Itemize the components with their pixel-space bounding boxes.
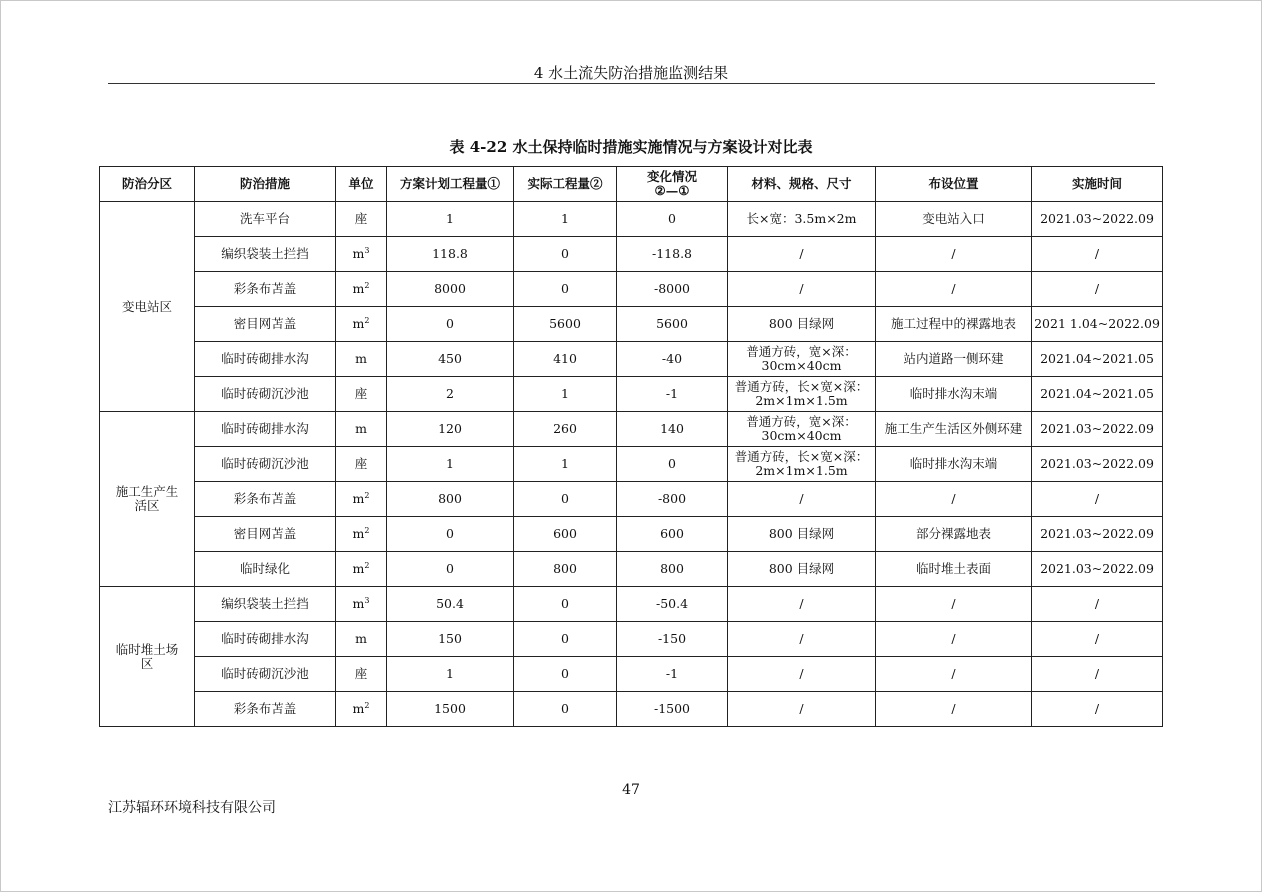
cell-location: 站内道路一侧环建 — [876, 342, 1032, 377]
cell-material: 普通方砖，宽×深：30cm×40cm — [728, 342, 876, 377]
cell-plan: 50.4 — [387, 587, 514, 622]
table-header-row — [100, 167, 1163, 202]
cell-material: 800 目绿网 — [728, 552, 876, 587]
cell-material: 普通方砖，长×宽×深：2m×1m×1.5m — [728, 447, 876, 482]
cell-plan: 1 — [387, 447, 514, 482]
cell-time: / — [1032, 272, 1163, 307]
col-header-change-line2: ②—① — [654, 183, 690, 198]
company-name: 江苏辐环环境科技有限公司 — [108, 800, 276, 816]
table-row — [100, 657, 1163, 692]
cell-unit — [336, 587, 387, 622]
cell-material: 普通方砖，长×宽×深：2m×1m×1.5m — [728, 377, 876, 412]
unit-base: m — [352, 596, 365, 611]
cell-location: / — [876, 622, 1032, 657]
cell-location: / — [876, 692, 1032, 727]
cell-plan: 0 — [387, 307, 514, 342]
table-row — [100, 622, 1163, 657]
col-header-location: 布设位置 — [876, 167, 1032, 202]
unit-exponent: 3 — [364, 595, 370, 605]
cell-measure: 彩条布苫盖 — [195, 272, 336, 307]
cell-time: 2021.04~2021.05 — [1032, 377, 1163, 412]
cell-unit — [336, 482, 387, 517]
cell-time: / — [1032, 482, 1163, 517]
cell-plan: 2 — [387, 377, 514, 412]
cell-measure: 编织袋装土拦挡 — [195, 237, 336, 272]
cell-plan: 0 — [387, 517, 514, 552]
page-number: 47 — [622, 782, 640, 798]
cell-plan: 150 — [387, 622, 514, 657]
cell-time: / — [1032, 587, 1163, 622]
cell-measure: 编织袋装土拦挡 — [195, 587, 336, 622]
cell-actual: 0 — [514, 657, 617, 692]
cell-change: 600 — [617, 517, 728, 552]
cell-measure: 临时砖砌沉沙池 — [195, 657, 336, 692]
unit-exponent: 2 — [364, 490, 370, 500]
cell-actual: 0 — [514, 587, 617, 622]
table-row — [100, 237, 1163, 272]
col-header-unit: 单位 — [336, 167, 387, 202]
cell-time: / — [1032, 657, 1163, 692]
cell-location: / — [876, 272, 1032, 307]
cell-change: -1 — [617, 657, 728, 692]
cell-unit — [336, 517, 387, 552]
cell-measure: 密目网苫盖 — [195, 307, 336, 342]
unit-exponent: 2 — [364, 315, 370, 325]
cell-measure: 临时砖砌沉沙池 — [195, 377, 336, 412]
table-row — [100, 552, 1163, 587]
unit-base: m — [355, 631, 367, 646]
cell-change: 800 — [617, 552, 728, 587]
col-header-actual: 实际工程量② — [514, 167, 617, 202]
cell-location: 变电站入口 — [876, 202, 1032, 237]
table-row — [100, 202, 1163, 237]
cell-unit — [336, 692, 387, 727]
col-header-plan: 方案计划工程量① — [387, 167, 514, 202]
table-row — [100, 692, 1163, 727]
cell-actual: 410 — [514, 342, 617, 377]
unit-base: m — [355, 421, 367, 436]
table-row — [100, 482, 1163, 517]
col-header-change-line1: 变化情况 — [646, 169, 697, 184]
cell-plan: 1500 — [387, 692, 514, 727]
comparison-table — [99, 166, 1163, 727]
cell-time: 2021.03~2022.09 — [1032, 552, 1163, 587]
cell-actual: 0 — [514, 272, 617, 307]
cell-unit — [336, 307, 387, 342]
cell-location: / — [876, 657, 1032, 692]
cell-change: -40 — [617, 342, 728, 377]
cell-time: 2021.04~2021.05 — [1032, 342, 1163, 377]
cell-material: / — [728, 622, 876, 657]
cell-time: 2021.03~2022.09 — [1032, 447, 1163, 482]
cell-measure: 密目网苫盖 — [195, 517, 336, 552]
unit-base: m — [352, 281, 365, 296]
cell-actual: 260 — [514, 412, 617, 447]
cell-time: 2021 1.04~2022.09 — [1032, 307, 1163, 342]
cell-material: 800 目绿网 — [728, 517, 876, 552]
cell-plan: 1 — [387, 657, 514, 692]
cell-time: 2021.03~2022.09 — [1032, 517, 1163, 552]
cell-change: -8000 — [617, 272, 728, 307]
running-header: 4 水土流失防治措施监测结果 — [533, 64, 729, 82]
cell-actual: 0 — [514, 622, 617, 657]
unit-base: m — [352, 316, 365, 331]
cell-actual: 0 — [514, 237, 617, 272]
cell-location: 施工生产生活区外侧环建 — [876, 412, 1032, 447]
cell-measure: 彩条布苫盖 — [195, 692, 336, 727]
table-row — [100, 412, 1163, 447]
table-row — [100, 377, 1163, 412]
cell-change: -1 — [617, 377, 728, 412]
table-body — [100, 202, 1163, 727]
unit-base: 座 — [354, 666, 368, 681]
cell-actual: 1 — [514, 377, 617, 412]
cell-measure: 临时砖砌排水沟 — [195, 342, 336, 377]
col-header-change — [617, 167, 728, 202]
cell-actual: 5600 — [514, 307, 617, 342]
cell-unit — [336, 237, 387, 272]
cell-actual: 1 — [514, 202, 617, 237]
cell-time: 2021.03~2022.09 — [1032, 202, 1163, 237]
cell-zone: 临时堆土场区 — [100, 587, 195, 727]
cell-location: 临时排水沟末端 — [876, 377, 1032, 412]
cell-location: / — [876, 482, 1032, 517]
cell-measure: 临时砖砌沉沙池 — [195, 447, 336, 482]
unit-base: 座 — [354, 386, 368, 401]
cell-time: / — [1032, 237, 1163, 272]
table-row — [100, 307, 1163, 342]
cell-location: / — [876, 587, 1032, 622]
cell-change: -800 — [617, 482, 728, 517]
cell-actual: 1 — [514, 447, 617, 482]
cell-actual: 0 — [514, 482, 617, 517]
cell-location: 部分裸露地表 — [876, 517, 1032, 552]
cell-zone: 施工生产生活区 — [100, 412, 195, 587]
unit-base: m — [352, 526, 365, 541]
table-row — [100, 447, 1163, 482]
cell-unit — [336, 202, 387, 237]
cell-time: 2021.03~2022.09 — [1032, 412, 1163, 447]
unit-exponent: 2 — [364, 525, 370, 535]
cell-material: / — [728, 237, 876, 272]
cell-material: / — [728, 272, 876, 307]
cell-measure: 彩条布苫盖 — [195, 482, 336, 517]
cell-unit — [336, 272, 387, 307]
cell-change: 0 — [617, 447, 728, 482]
unit-base: 座 — [354, 456, 368, 471]
cell-plan: 118.8 — [387, 237, 514, 272]
unit-base: m — [352, 701, 365, 716]
cell-material: / — [728, 482, 876, 517]
cell-plan: 8000 — [387, 272, 514, 307]
cell-material: / — [728, 657, 876, 692]
col-header-zone: 防治分区 — [100, 167, 195, 202]
col-header-material: 材料、规格、尺寸 — [728, 167, 876, 202]
unit-base: m — [352, 561, 365, 576]
cell-material: 800 目绿网 — [728, 307, 876, 342]
table-caption: 表 4-22 水土保持临时措施实施情况与方案设计对比表 — [449, 138, 813, 156]
cell-location: 临时排水沟末端 — [876, 447, 1032, 482]
cell-zone: 变电站区 — [100, 202, 195, 412]
cell-material: / — [728, 587, 876, 622]
cell-measure: 洗车平台 — [195, 202, 336, 237]
cell-plan: 1 — [387, 202, 514, 237]
unit-exponent: 2 — [364, 700, 370, 710]
cell-change: -150 — [617, 622, 728, 657]
cell-measure: 临时绿化 — [195, 552, 336, 587]
cell-plan: 120 — [387, 412, 514, 447]
cell-material: 长×宽：3.5m×2m — [728, 202, 876, 237]
unit-base: m — [355, 351, 367, 366]
cell-actual: 600 — [514, 517, 617, 552]
cell-location: 临时堆土表面 — [876, 552, 1032, 587]
cell-time: / — [1032, 622, 1163, 657]
cell-actual: 0 — [514, 692, 617, 727]
cell-plan: 0 — [387, 552, 514, 587]
table-row — [100, 342, 1163, 377]
cell-unit — [336, 447, 387, 482]
table-row — [100, 587, 1163, 622]
unit-base: m — [352, 491, 365, 506]
col-header-measure: 防治措施 — [195, 167, 336, 202]
table-row — [100, 517, 1163, 552]
cell-material: / — [728, 692, 876, 727]
cell-change: -1500 — [617, 692, 728, 727]
cell-measure: 临时砖砌排水沟 — [195, 622, 336, 657]
cell-unit — [336, 412, 387, 447]
cell-unit — [336, 657, 387, 692]
cell-plan: 800 — [387, 482, 514, 517]
cell-actual: 800 — [514, 552, 617, 587]
cell-plan: 450 — [387, 342, 514, 377]
cell-unit — [336, 377, 387, 412]
cell-change: -118.8 — [617, 237, 728, 272]
unit-exponent: 2 — [364, 560, 370, 570]
cell-material: 普通方砖，宽×深：30cm×40cm — [728, 412, 876, 447]
cell-measure: 临时砖砌排水沟 — [195, 412, 336, 447]
table-row — [100, 272, 1163, 307]
cell-change: -50.4 — [617, 587, 728, 622]
col-header-time: 实施时间 — [1032, 167, 1163, 202]
cell-unit — [336, 342, 387, 377]
cell-location: / — [876, 237, 1032, 272]
unit-base: m — [352, 246, 365, 261]
cell-change: 0 — [617, 202, 728, 237]
cell-unit — [336, 552, 387, 587]
header-rule — [108, 83, 1155, 84]
unit-exponent: 3 — [364, 245, 370, 255]
cell-time: / — [1032, 692, 1163, 727]
cell-unit — [336, 622, 387, 657]
unit-exponent: 2 — [364, 280, 370, 290]
cell-change: 5600 — [617, 307, 728, 342]
cell-change: 140 — [617, 412, 728, 447]
unit-base: 座 — [354, 211, 368, 226]
cell-location: 施工过程中的裸露地表 — [876, 307, 1032, 342]
